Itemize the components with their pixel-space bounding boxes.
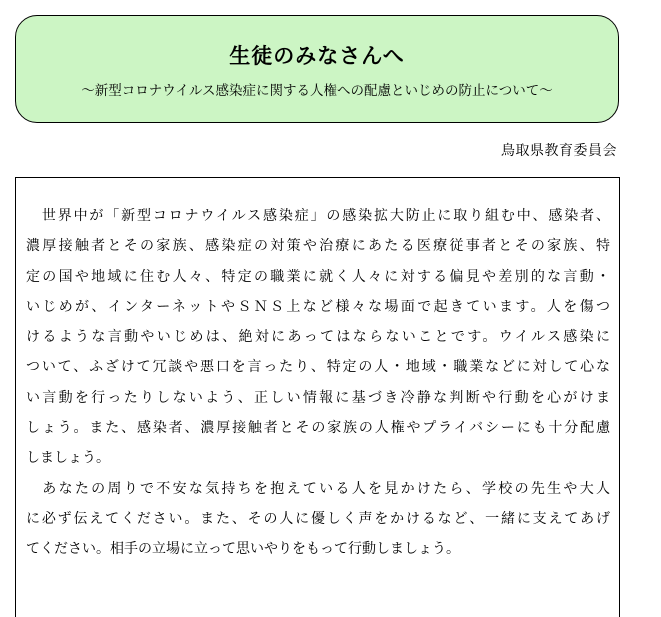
body-line: しましょう。 bbox=[26, 450, 110, 467]
body-line: い言動を行ったりしないよう、正しい情報に基づき冷静な判断や行動を心がけま bbox=[26, 389, 610, 406]
body-line: に必ず伝えてください。また、その人に優しく声をかけるなど、一緒に支えてあげ bbox=[26, 510, 610, 527]
title-banner bbox=[15, 15, 619, 123]
page-subtitle: ～新型コロナウイルス感染症に関する人権への配慮といじめの防止について～ bbox=[81, 83, 553, 99]
body-line: ついて、ふざけて冗談や悪口を言ったり、特定の人・地域・職業などに対して心な bbox=[26, 359, 610, 376]
message-body bbox=[26, 201, 610, 565]
body-line: てください。相手の立場に立って思いやりをもって行動しましょう。 bbox=[26, 541, 460, 558]
body-line: 定の国や地域に住む人々、特定の職業に就く人々に対する偏見や差別的な言動・ bbox=[26, 268, 610, 285]
body-line: 濃厚接触者とその家族、感染症の対策や治療にあたる医療従事者とその家族、特 bbox=[26, 238, 610, 255]
body-line: いじめが、インターネットやＳＮＳ上など様々な場面で起きています。人を傷つ bbox=[26, 298, 610, 315]
body-line: あなたの周りで不安な気持ちを抱えている人を見かけたら、学校の先生や大人 bbox=[26, 480, 610, 497]
issuing-organization: 鳥取県教育委員会 bbox=[501, 143, 617, 159]
body-line: けるような言動やいじめは、絶対にあってはならないことです。ウイルス感染に bbox=[26, 329, 610, 346]
page-title: 生徒のみなさんへ bbox=[229, 44, 405, 68]
message-box bbox=[15, 177, 620, 617]
body-line: しょう。また、感染者、濃厚接触者とその家族の人権やプライバシーにも十分配慮 bbox=[26, 420, 610, 437]
body-line: 世界中が「新型コロナウイルス感染症」の感染拡大防止に取り組む中、感染者、 bbox=[26, 208, 610, 224]
